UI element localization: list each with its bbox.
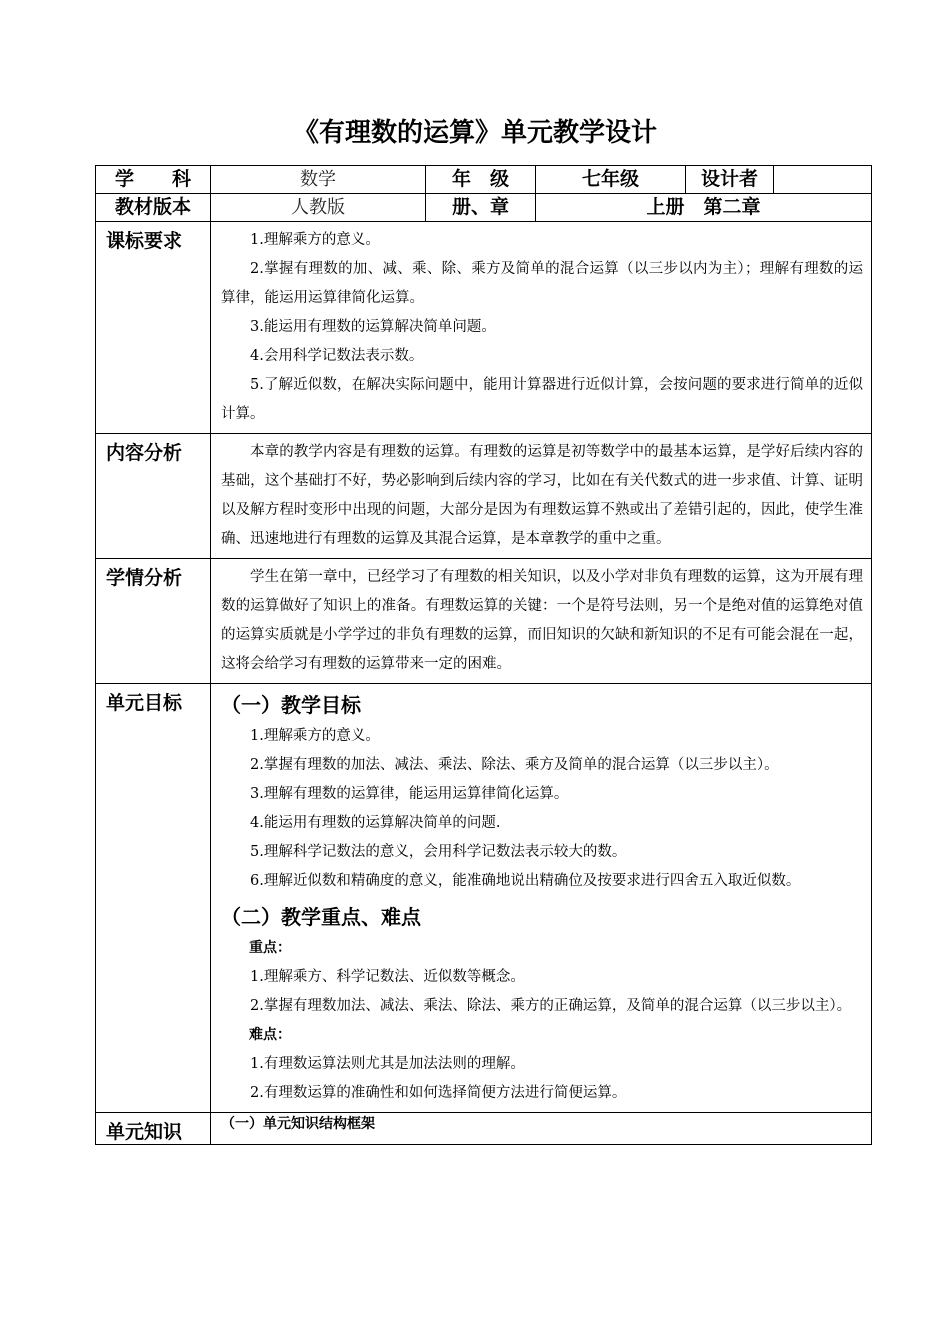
goal-item: 6.理解近似数和精确度的意义，能准确地说出精确位及按要求进行四舍五入取近似数。 [250,873,801,889]
header-row-1 [96,166,872,194]
key-point-item: 1.理解乘方、科学记数法、近似数等概念。 [250,969,525,985]
grade-label: 年 级 [426,166,536,194]
volume-label: 册、章 [426,194,536,222]
document-title: 《有理数的运算》单元教学设计 [292,118,657,148]
header-row-2 [96,194,872,222]
curriculum-row [96,222,872,434]
goal-item: 2.掌握有理数的加法、减法、乘法、除法、乘方及简单的混合运算（以三步以主）。 [250,757,779,773]
unit-goals-label: 单元目标 [96,684,211,1113]
content-analysis-cell [211,434,872,559]
goal-item: 3.理解有理数的运算律，能运用运算律简化运算。 [250,786,569,802]
subject-value: 数学 [211,166,426,194]
key-difficulty-heading: （二）教学重点、难点 [221,905,421,929]
knowledge-framework-heading: （一）单元知识结构框架 [221,1116,375,1132]
designer-value [774,166,872,194]
content-analysis-label: 内容分析 [96,434,211,559]
curriculum-content [211,222,872,434]
key-points-label: 重点： [249,940,291,956]
design-table [95,165,872,1145]
content-analysis-text: 本章的教学内容是有理数的运算。有理数的运算是初等数学中的最基本运算，是学好后续内容的基础，这个基础打不好，势必影响到后续内容的学习，比如在有关代数式的进一步求值、计算、证明以及解方程时变形中出现的问题，大部分是因为有理数运算不熟或出了差错引起的，因此，使学生准确、迅速地进行有理数的运算及其混合运算，是本章教学的重中之重。 [221,444,863,547]
grade-value: 七年级 [536,166,686,194]
difficulty-label: 难点： [249,1027,291,1043]
unit-goals-row [96,684,872,1113]
unit-knowledge-label: 单元知识 [96,1113,211,1145]
subject-label: 学 科 [96,166,211,194]
difficulty-item: 1.有理数运算法则尤其是加法法则的理解。 [250,1056,525,1072]
teaching-goals-heading: （一）教学目标 [221,693,361,717]
unit-knowledge-cell [211,1113,872,1145]
student-analysis-row [96,559,872,684]
curriculum-item: 3.能运用有理数的运算解决简单问题。 [250,319,496,335]
edition-value: 人教版 [211,194,426,222]
curriculum-label: 课标要求 [96,222,211,434]
unit-knowledge-row [96,1113,872,1145]
goal-item: 4.能运用有理数的运算解决简单的问题. [250,815,501,831]
key-point-item: 2.掌握有理数加法、减法、乘法、除法、乘方的正确运算，及简单的混合运算（以三步以主）。 [250,998,852,1014]
content-analysis-row [96,434,872,559]
volume-value: 上册 第二章 [536,194,872,222]
unit-goals-cell [211,684,872,1113]
difficulty-item: 2.有理数运算的准确性和如何选择简便方法进行简便运算。 [250,1085,627,1101]
curriculum-item: 4.会用科学记数法表示数。 [250,348,424,364]
goal-item: 1.理解乘方的意义。 [250,728,380,744]
edition-label: 教材版本 [96,194,211,222]
curriculum-item: 1.理解乘方的意义。 [250,232,380,248]
student-analysis-text: 学生在第一章中，已经学习了有理数的相关知识，以及小学对非负有理数的运算，这为开展有理数的运算做好了知识上的准备。有理数运算的关键：一个是符号法则，另一个是绝对值的运算绝对值的运算实质就是小学学过的非负有理数的运算，而旧知识的欠缺和新知识的不足有可能会混在一起，这将会给学习有理数的运算带来一定的困难。 [221,569,863,672]
curriculum-item: 2.掌握有理数的加、减、乘、除、乘方及简单的混合运算（以三步以内为主）；理解有理数的运算律，能运用运算律简化运算。 [221,261,863,306]
goal-item: 5.理解科学记数法的意义，会用科学记数法表示较大的数。 [250,844,627,860]
designer-label: 设计者 [686,166,774,194]
student-analysis-cell [211,559,872,684]
curriculum-item: 5.了解近似数，在解决实际问题中，能用计算器进行近似计算，会按问题的要求进行简单的近似计算。 [221,377,863,422]
student-analysis-label: 学情分析 [96,559,211,684]
